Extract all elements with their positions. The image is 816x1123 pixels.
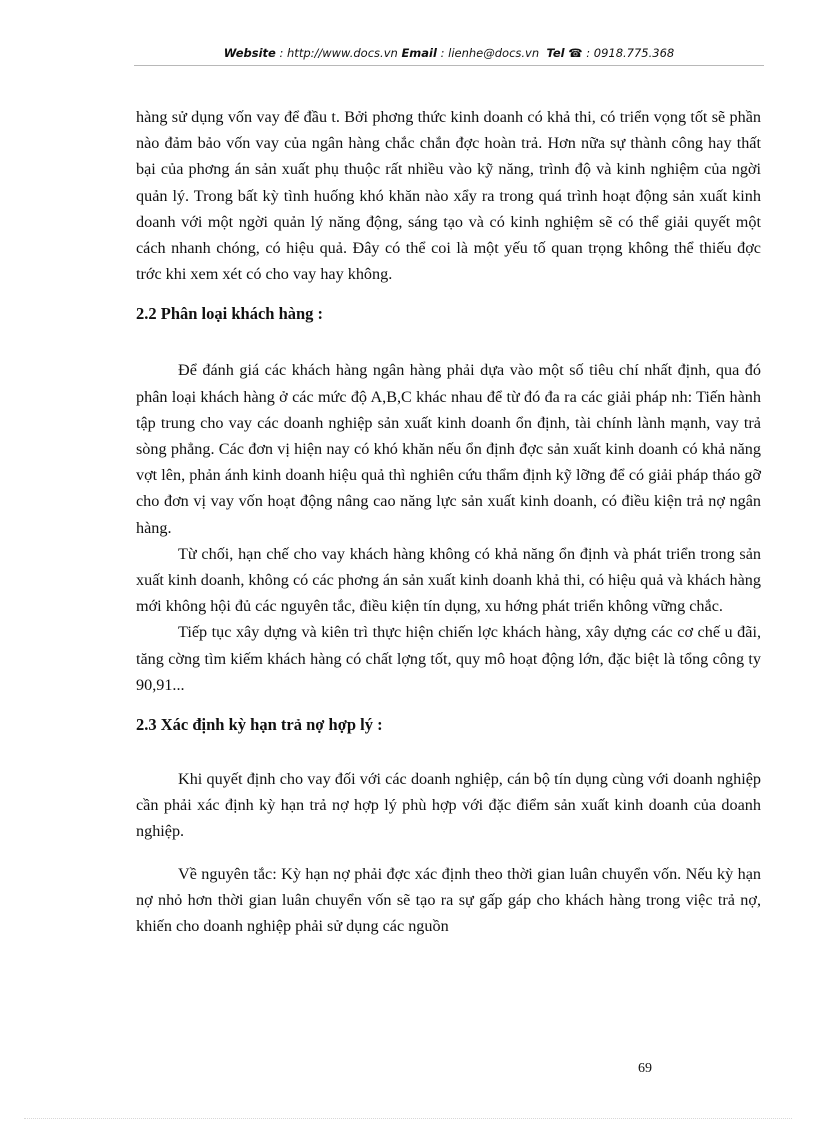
footer-divider [24, 1118, 792, 1119]
paragraph-classification: Để đánh giá các khách hàng ngân hàng phải dựa vào một số tiêu chí nhất định, qua đó phân loại khách hàng ở các mức độ A,B,C khác nhau để từ đó đa ra các giải pháp nh: Tiến hành tập trung cho vay các doanh nghiệp sản xuất kinh doanh ổn định, tài chính lành mạnh, vay trả sòng phẳng. Các đơn vị hiện nay có khó khăn nếu ổn định đợc sản xuất kinh doanh có khả năng vợt lên, phản ánh kinh doanh hiệu quả thì nghiên cứu thẩm định kỹ lỡng để có giải pháp tháo gỡ cho đơn vị vay vốn hoạt động nâng cao năng lực sản xuất kinh doanh, có điều kiện trả nợ ngân hàng. [136, 361, 761, 537]
document-body [136, 104, 761, 939]
paragraph-term-decision: Khi quyết định cho vay đối với các doanh nghiệp, cán bộ tín dụng cùng với doanh nghiệp cần phải xác định kỳ hạn trả nợ hợp lý phù hợp với đặc điểm sản xuất kinh doanh của doanh nghiệp. [136, 770, 761, 841]
tel-number: : 0918.775.368 [582, 46, 675, 60]
email-label: Email [401, 46, 437, 60]
page-number: 69 [638, 1061, 652, 1076]
paragraph-principle: Về nguyên tắc: Kỳ hạn nợ phải đợc xác định theo thời gian luân chuyển vốn. Nếu kỳ hạn nợ nhỏ hơn thời gian luân chuyển vốn sẽ tạo ra sự gấp gáp cho khách hàng trong việc trả nợ, khiến cho doanh nghiệp phải sử dụng các nguồn [136, 864, 761, 936]
website-separator: : [275, 46, 288, 60]
website-label: Website [223, 46, 276, 60]
header-divider [134, 65, 764, 66]
paragraph-continuation: hàng sử dụng vốn vay để đầu t. Bởi phơng thức kinh doanh có khả thi, có triển vọng tốt sẽ phần nào đảm bảo vốn vay của ngân hàng chắc chắn đợc hoàn trả. Hơn nữa sự thành công hay thất bại của phơng án sản xuất phụ thuộc rất nhiều vào kỹ năng, trình độ và kinh nghiệm của ngời quản lý. Trong bất kỳ tình huống khó khăn nào xẩy ra trong quá trình hoạt động sản xuất kinh doanh với một ngời quản lý năng động, sáng tạo và có kinh nghiệm sẽ có thể giải quyết một cách nhanh chóng, có hiệu quả. Đây có thể coi là một yếu tố quan trọng không thể thiếu đợc trớc khi xem xét có cho vay hay không. [136, 108, 761, 284]
website-url[interactable]: http://www.docs.vn [287, 46, 398, 60]
tel-label: Tel [546, 46, 565, 60]
section-heading-2-2: 2.2 Phân loại khách hàng : [136, 304, 324, 324]
paragraph-refusal: Từ chối, hạn chế cho vay khách hàng không có khả năng ổn định và phát triển trong sản xuất kinh doanh, không có các phơng án sản xuất kinh doanh khả thi, có hiệu quả và khách hàng mới không hội đủ các nguyên tắc, điều kiện tín dụng, xu hớng phát triển không vững chắc. [136, 544, 761, 616]
paragraph-strategy: Tiếp tục xây dựng và kiên trì thực hiện chiến lợc khách hàng, xây dựng các cơ chế u đãi, tăng cờng tìm kiếm khách hàng có chất lợng tốt, quy mô hoạt động lớn, đặc biệt là tổng công ty 90,91... [136, 623, 761, 694]
section-heading-2-3: 2.3 Xác định kỳ hạn trả nợ hợp lý : [136, 715, 383, 735]
email-separator: : [436, 46, 449, 60]
phone-icon: ☎ [568, 46, 583, 60]
email-address[interactable]: lienhe@docs.vn [448, 46, 540, 60]
page-header [134, 46, 764, 60]
